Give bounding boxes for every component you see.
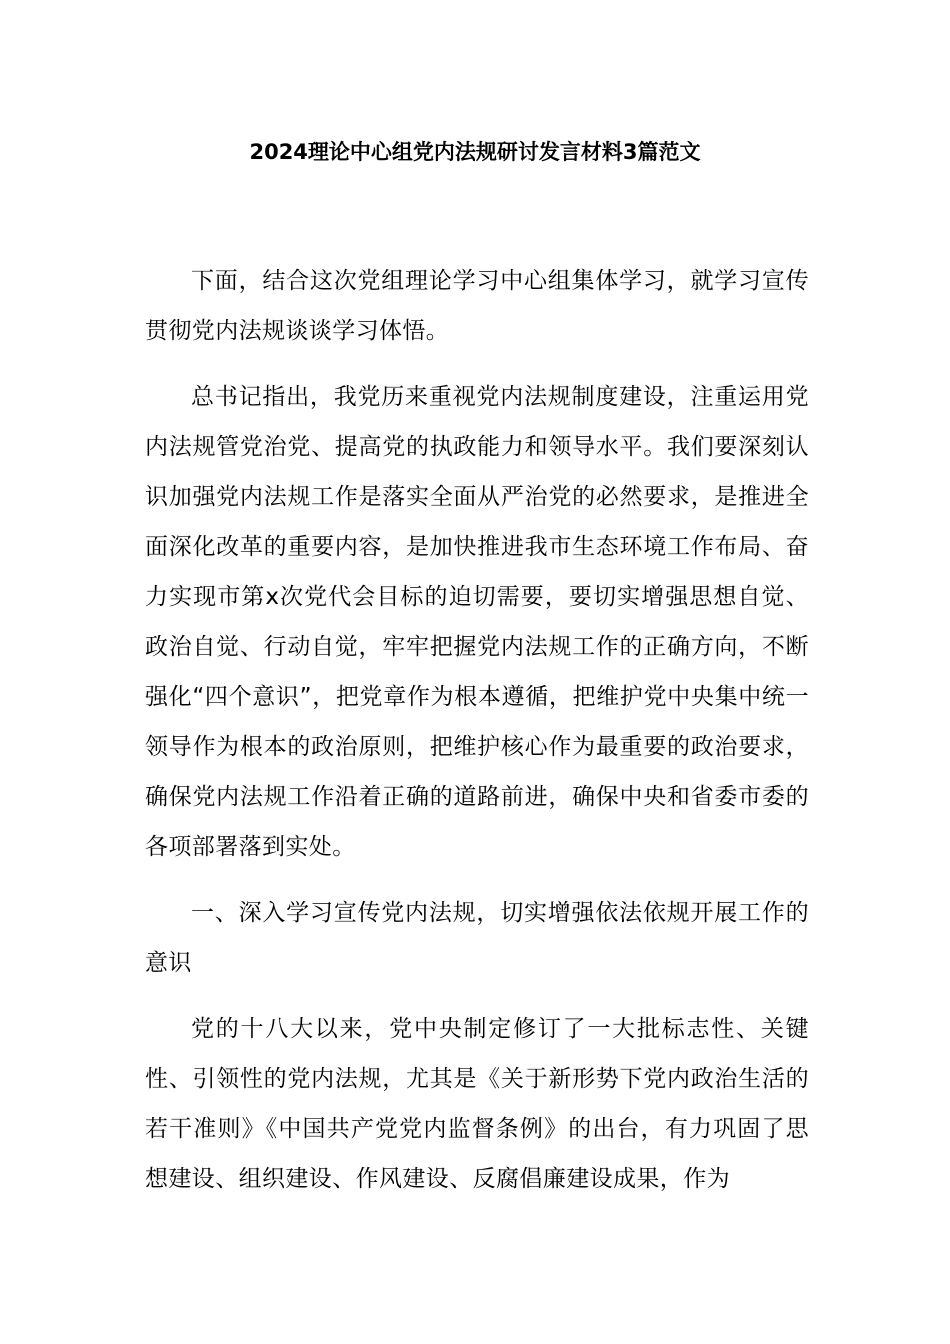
document-body: [145, 256, 809, 1220]
paragraph-main: 总书记指出，我党历来重视党内法规制度建设，注重运用党内法规管党治党、提高党的执政能力和领导水平。我们要深刻认识加强党内法规工作是落实全面从严治党的必然要求，是推进全面深化改革的重要内容，是加快推进我市生态环境工作布局、奋力实现市第x次党代会目标的迫切需要，要切实增强思想自觉、政治自觉、行动自觉，牢牢把握党内法规工作的正确方向，不断强化“四个意识”，把党章作为根本遵循，把维护党中央集中统一领导作为根本的政治原则，把维护核心作为最重要的政治要求，确保党内法规工作沿着正确的道路前进，确保中央和省委市委的各项部署落到实处。: [145, 384, 809, 860]
document-title: 2024理论中心组党内法规研讨发言材料3篇范文: [249, 140, 701, 164]
section-heading-1: 一、深入学习宣传党内法规，切实增强依法依规开展工作的意识: [145, 900, 809, 976]
paragraph-section-1: 党的十八大以来，党中央制定修订了一大批标志性、关键性、引领性的党内法规，尤其是《关于新形势下党内政治生活的若干准则》《中国共产党党内监督条例》的出台，有力巩固了思想建设、组织建设、作风建设、反腐倡廉建设成果，作为: [145, 1016, 809, 1192]
paragraph-intro: 下面，结合这次党组理论学习中心组集体学习，就学习宣传贯彻党内法规谈谈学习体悟。: [145, 268, 809, 344]
